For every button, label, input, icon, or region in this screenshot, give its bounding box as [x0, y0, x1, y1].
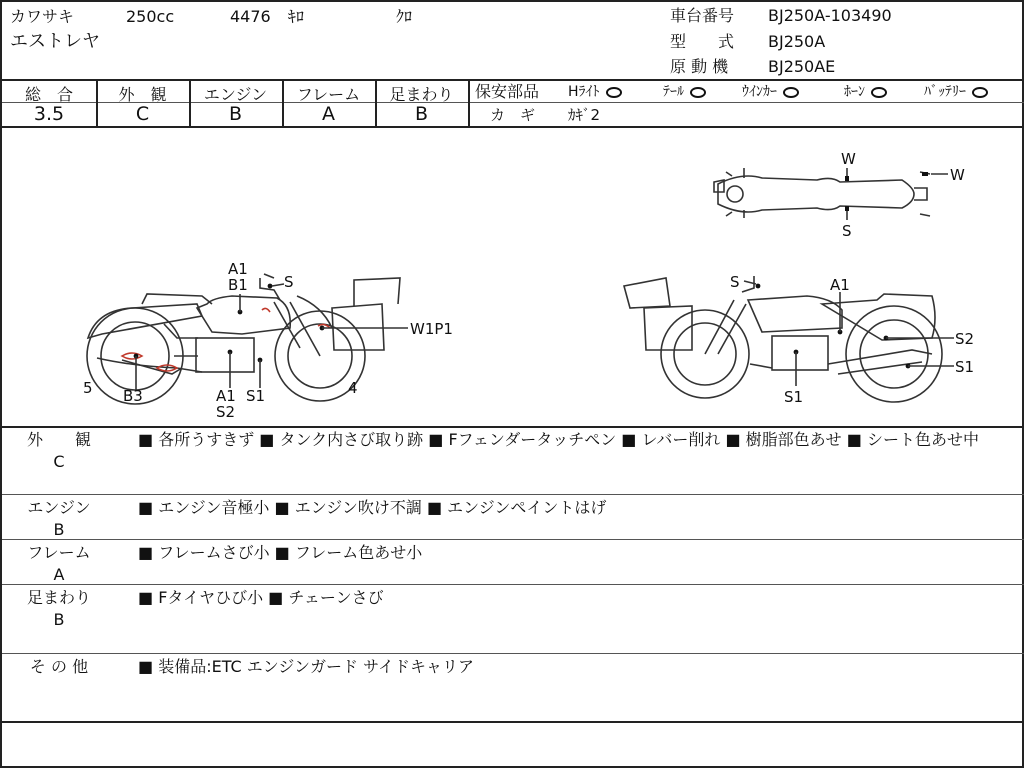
key-label: カ ギ	[490, 106, 536, 124]
frame-no-label: 車台番号	[670, 6, 735, 25]
divider	[2, 653, 1024, 654]
divider	[2, 539, 1024, 540]
section-suspension-label: 足まわり B	[26, 588, 91, 629]
safety-item-headlight: Hﾗｲﾄ	[568, 82, 622, 102]
frame-no: BJ250A-103490	[768, 6, 892, 25]
ok-circle-icon	[972, 87, 988, 98]
grade-label-suspension: 足まわり	[389, 85, 454, 104]
diagram-label: A1	[216, 387, 236, 405]
grade-value-exterior: C	[135, 103, 150, 125]
diagram-label: S2	[216, 403, 236, 421]
section-exterior-text: ■ 各所うすきず ■ タンク内さび取り跡 ■ Fフェンダータッチペン ■ レバー削れ ■ 樹脂部色あせ ■ シート色あせ中	[138, 430, 979, 449]
diagram-label: W	[841, 150, 856, 168]
engine-label: 原 動 機	[670, 57, 729, 76]
maker: カワサキ	[10, 7, 75, 26]
displacement: 250cc	[126, 7, 175, 26]
diagram-label: A1	[228, 260, 248, 278]
model-code-label: 型 式	[670, 32, 735, 51]
diagram-label: S2	[955, 330, 975, 348]
section-other-label: そ の 他	[29, 657, 89, 676]
diagram-label: 5	[83, 379, 93, 397]
diagram-label: S1	[246, 387, 266, 405]
diagram-label: W1P1	[410, 320, 453, 338]
grade-value-suspension: B	[414, 103, 429, 125]
diagram-label: 4	[348, 379, 358, 397]
section-frame-text: ■ フレームさび小 ■ フレーム色あせ小	[138, 543, 423, 562]
grade-value-engine: B	[228, 103, 243, 125]
diagram-label: A1	[830, 276, 850, 294]
section-engine-text: ■ エンジン音極小 ■ エンジン吹け不調 ■ エンジンペイントはげ	[138, 498, 607, 517]
ok-circle-icon	[783, 87, 799, 98]
divider	[468, 102, 1024, 103]
section-other-text: ■ 装備品:ETC エンジンガード サイドキャリア	[138, 657, 474, 676]
key-value: ｶｷﾞ2	[568, 106, 601, 124]
grade-value-frame: A	[322, 103, 335, 125]
safety-item-battery: ﾊﾞｯﾃﾘｰ	[924, 82, 988, 102]
diagram-label: S1	[955, 358, 975, 376]
diagram-label: S	[730, 273, 740, 291]
grade-label-engine: エンジン	[203, 85, 268, 104]
mileage: 4476	[230, 7, 271, 26]
bike-right-side-view	[624, 273, 974, 406]
engine-no: BJ250AE	[768, 57, 836, 76]
diagram-label: B1	[228, 276, 248, 294]
diagram-label: S	[842, 222, 852, 240]
ok-circle-icon	[690, 87, 706, 98]
mileage-unit: ｷﾛ	[288, 7, 305, 26]
diagram-label: S	[284, 273, 294, 291]
bike-left-side-view	[83, 260, 453, 421]
section-suspension-text: ■ Fタイヤひび小 ■ チェーンさび	[138, 588, 384, 607]
divider	[2, 79, 1024, 81]
section-engine-label: エンジン B	[27, 498, 91, 539]
ok-circle-icon	[871, 87, 887, 98]
diagram-label: S1	[784, 388, 804, 406]
diagram-label: B3	[123, 387, 143, 405]
grade-value-overall: 3.5	[33, 103, 65, 125]
divider	[2, 584, 1024, 585]
grade-label-overall: 総 合	[24, 85, 73, 104]
section-frame-label: フレーム A	[27, 543, 91, 584]
divider	[2, 721, 1024, 723]
damage-diagram	[2, 128, 1022, 426]
color: ｸﾛ	[396, 7, 413, 26]
safety-item-winker: ｳｲﾝｶｰ	[742, 82, 799, 102]
section-exterior-label: 外 観 C	[26, 430, 91, 471]
divider	[2, 426, 1024, 428]
divider	[2, 494, 1024, 495]
safety-title: 保安部品	[475, 82, 540, 101]
model-name: エストレヤ	[10, 31, 100, 52]
model-code: BJ250A	[768, 32, 826, 51]
safety-item-horn: ﾎｰﾝ	[844, 82, 887, 102]
grade-label-exterior: 外 観	[118, 85, 167, 104]
bike-top-view	[714, 150, 965, 240]
divider	[468, 79, 470, 127]
grade-label-frame: フレーム	[296, 85, 361, 104]
safety-item-tail: ﾃｰﾙ	[663, 82, 706, 102]
ok-circle-icon	[606, 87, 622, 98]
diagram-label: W	[950, 166, 965, 184]
